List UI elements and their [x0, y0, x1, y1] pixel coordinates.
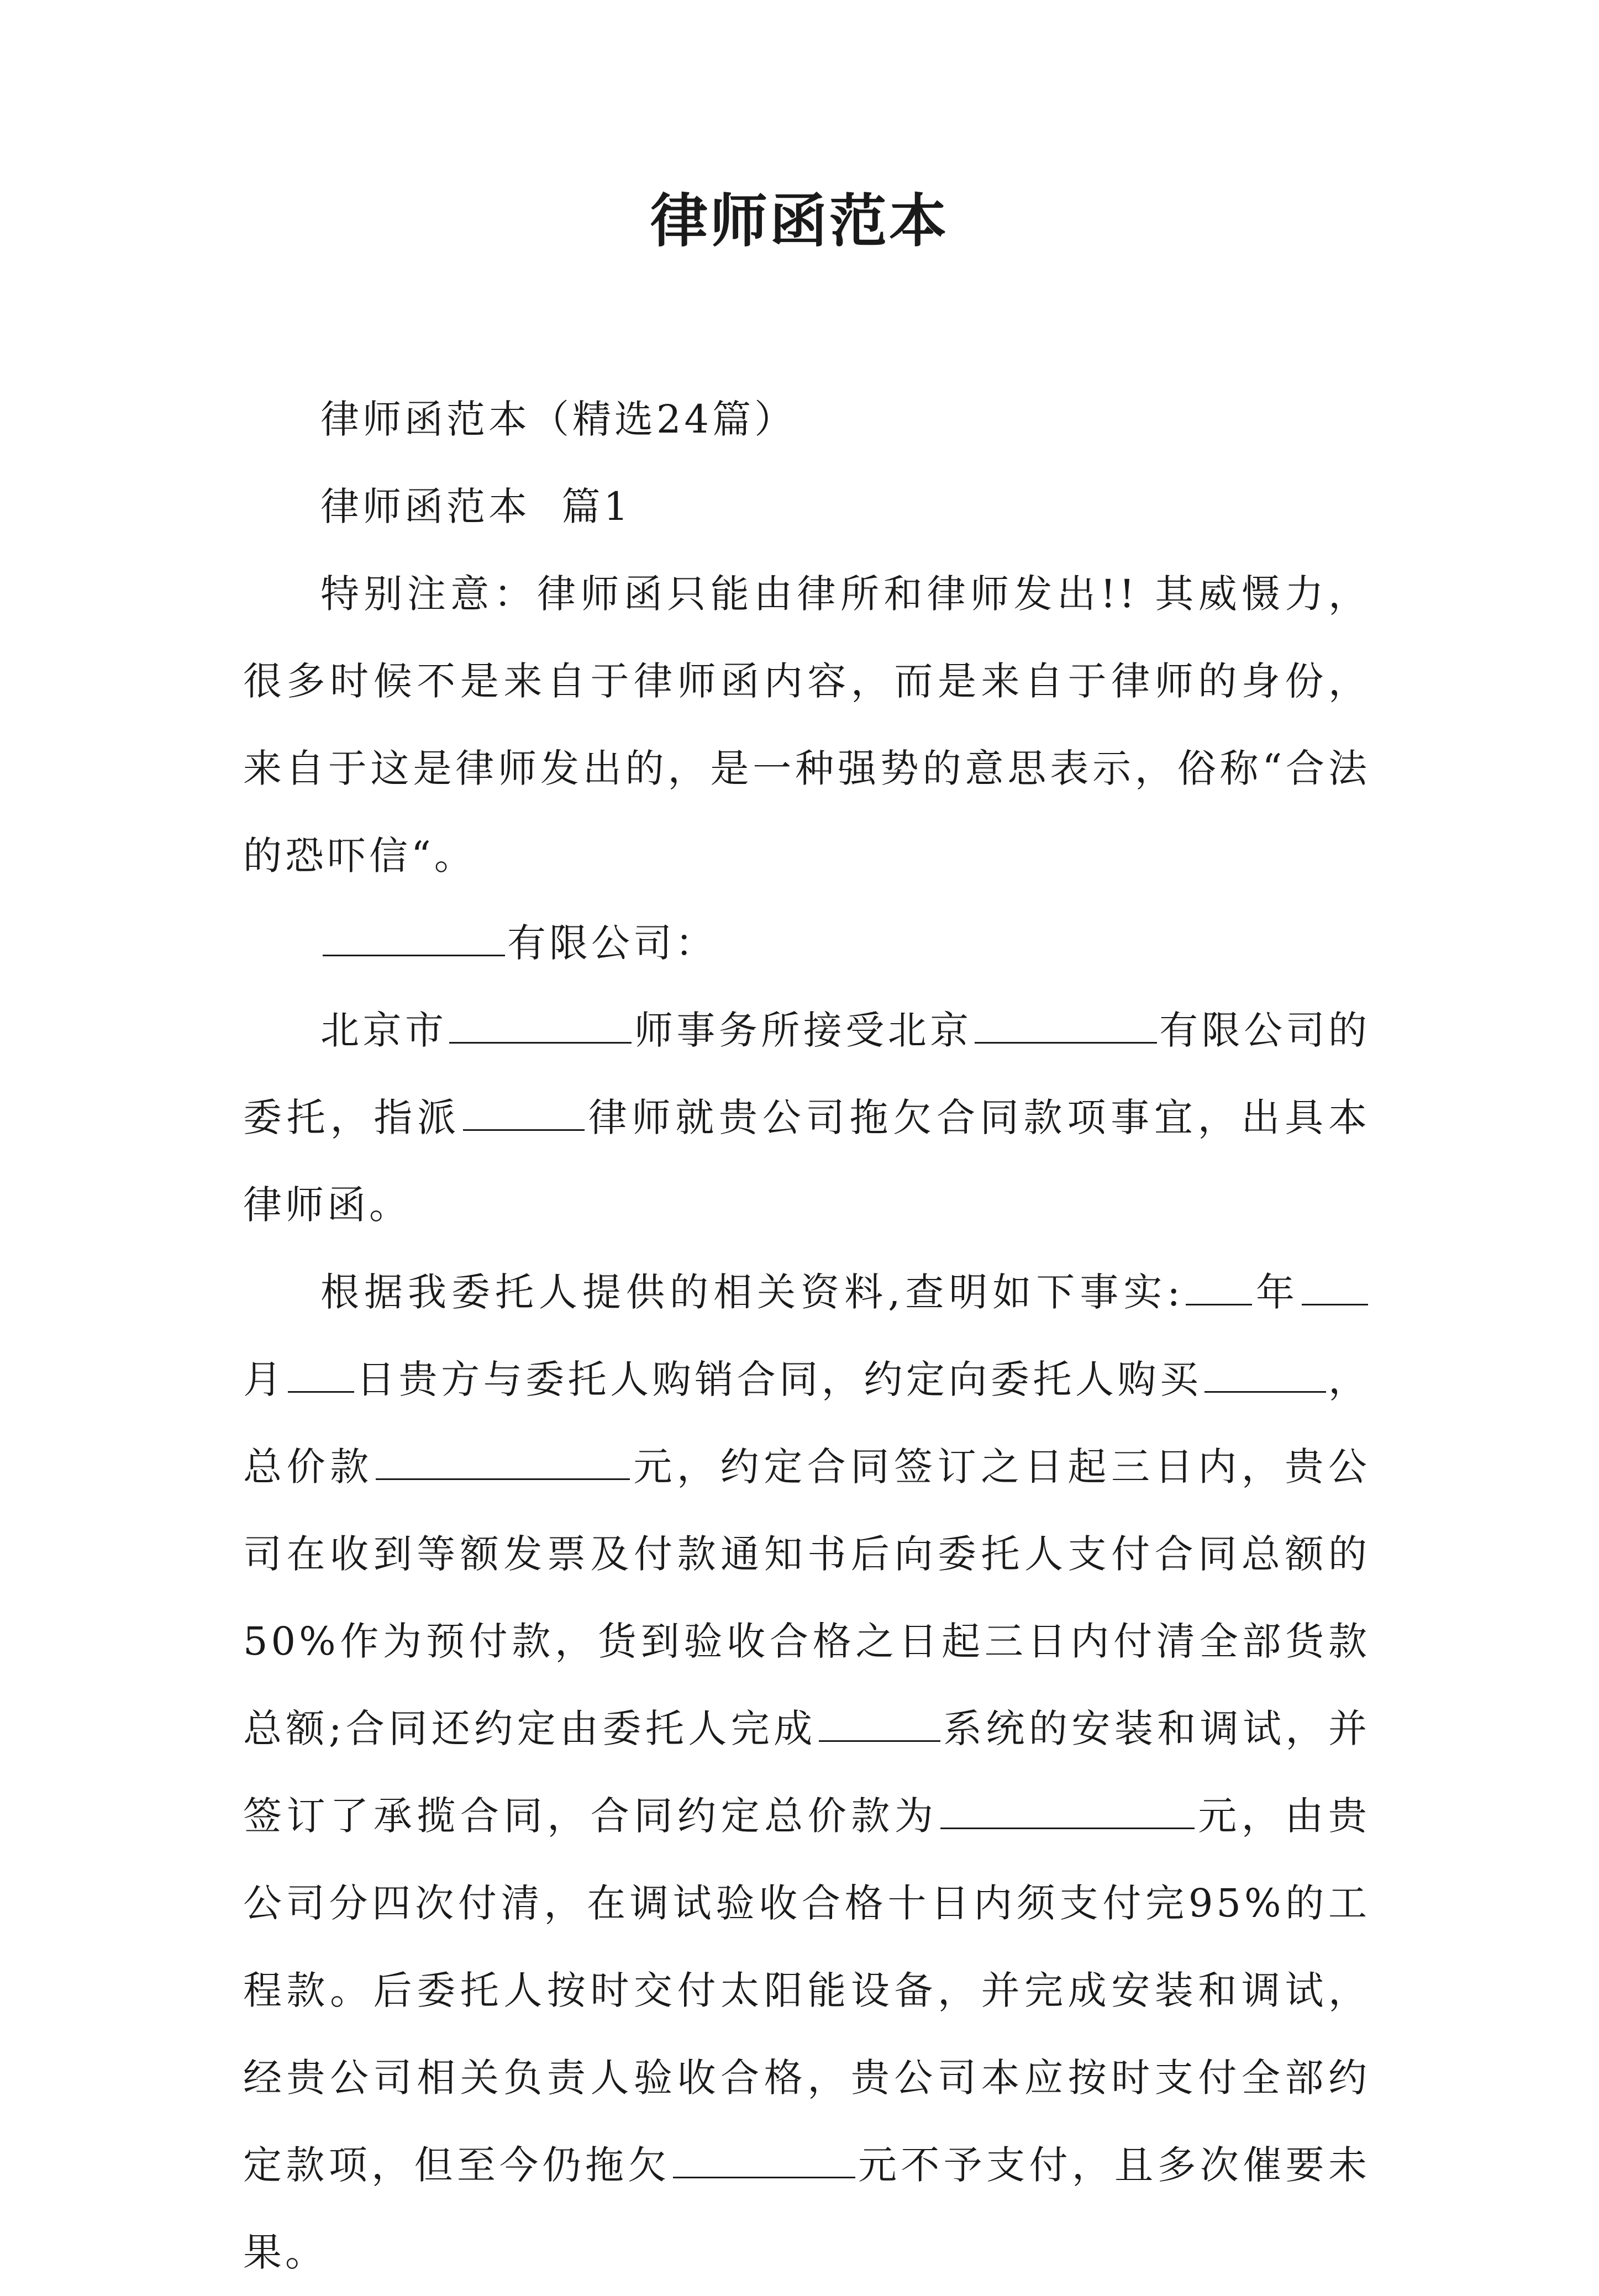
text-segment: 师事务所接受北京	[634, 1008, 972, 1053]
paragraph-entrustment	[243, 987, 1370, 1249]
notice-paragraph: 特别注意：律师函只能由律所和律师发出!! 其威慑力，很多时候不是来自于律师函内容，而是来自于律师的身份，来自于这是律师发出的，是一种强势的意思表示，俗称“合法的恐吓信“。	[243, 571, 1370, 878]
text-segment: 北京市	[320, 1008, 448, 1053]
text-segment: 日贵方与委托人购销合同，约定向委托人购买	[356, 1357, 1202, 1402]
text-segment: 元不予支付，且多次催要未果。	[243, 2142, 1371, 2275]
addressee-suffix: 有限公司：	[507, 920, 717, 966]
blank-field	[1204, 1355, 1326, 1393]
text-segment: 律师就贵公司拖欠合同款项事宜，出具本律师函。	[243, 1095, 1371, 1228]
blank-field	[1302, 1267, 1368, 1306]
blank-field	[975, 1005, 1157, 1044]
addressee-line	[243, 899, 1370, 987]
text-segment: 根据我委托人提供的相关资料,查明如下事实:	[320, 1270, 1184, 1315]
blank-field	[463, 1093, 585, 1131]
document-subtitle: 律师函范本（精选24篇）	[320, 397, 797, 442]
text-segment: 系统的安装和调试，并签订了承揽合同，合同约定总价款为	[243, 1706, 1370, 1839]
blank-field	[376, 1442, 630, 1481]
blank-field	[819, 1704, 940, 1742]
document-title: 律师函范本	[650, 187, 949, 255]
paragraph-facts	[243, 1249, 1370, 2296]
blank-field	[673, 2140, 855, 2179]
blank-field	[323, 918, 505, 957]
text-segment: 元，由贵公司分四次付清，在调试验收合格十日内须支付完95%的工程款。后委托人按时交付太阳能设备，并完成安装和调试，经贵公司相关负责人验收合格，贵公司本应按时支付全部约定款项，但至今仍拖欠	[243, 1793, 1371, 2188]
text-segment: 年	[1254, 1270, 1300, 1315]
blank-field	[449, 1005, 632, 1044]
blank-field	[1186, 1267, 1252, 1306]
text-segment: 月	[243, 1357, 286, 1402]
document-body	[243, 376, 1370, 2296]
text-segment: 元，约定合同签订之日起三日内，贵公司在收到等额发票及付款通知书后向委托人支付合同总额的50%作为预付款，货到验收合格之日起三日内付清全部货款总额;合同还约定由委托人完成	[243, 1444, 1371, 1751]
text-segment: 有限公司的委托，指派	[243, 1008, 1371, 1140]
section-heading: 律师函范本 篇1	[320, 484, 632, 529]
text-segment: ，总价款	[243, 1357, 1371, 1489]
blank-field	[288, 1355, 354, 1393]
blank-field	[940, 1791, 1195, 1830]
